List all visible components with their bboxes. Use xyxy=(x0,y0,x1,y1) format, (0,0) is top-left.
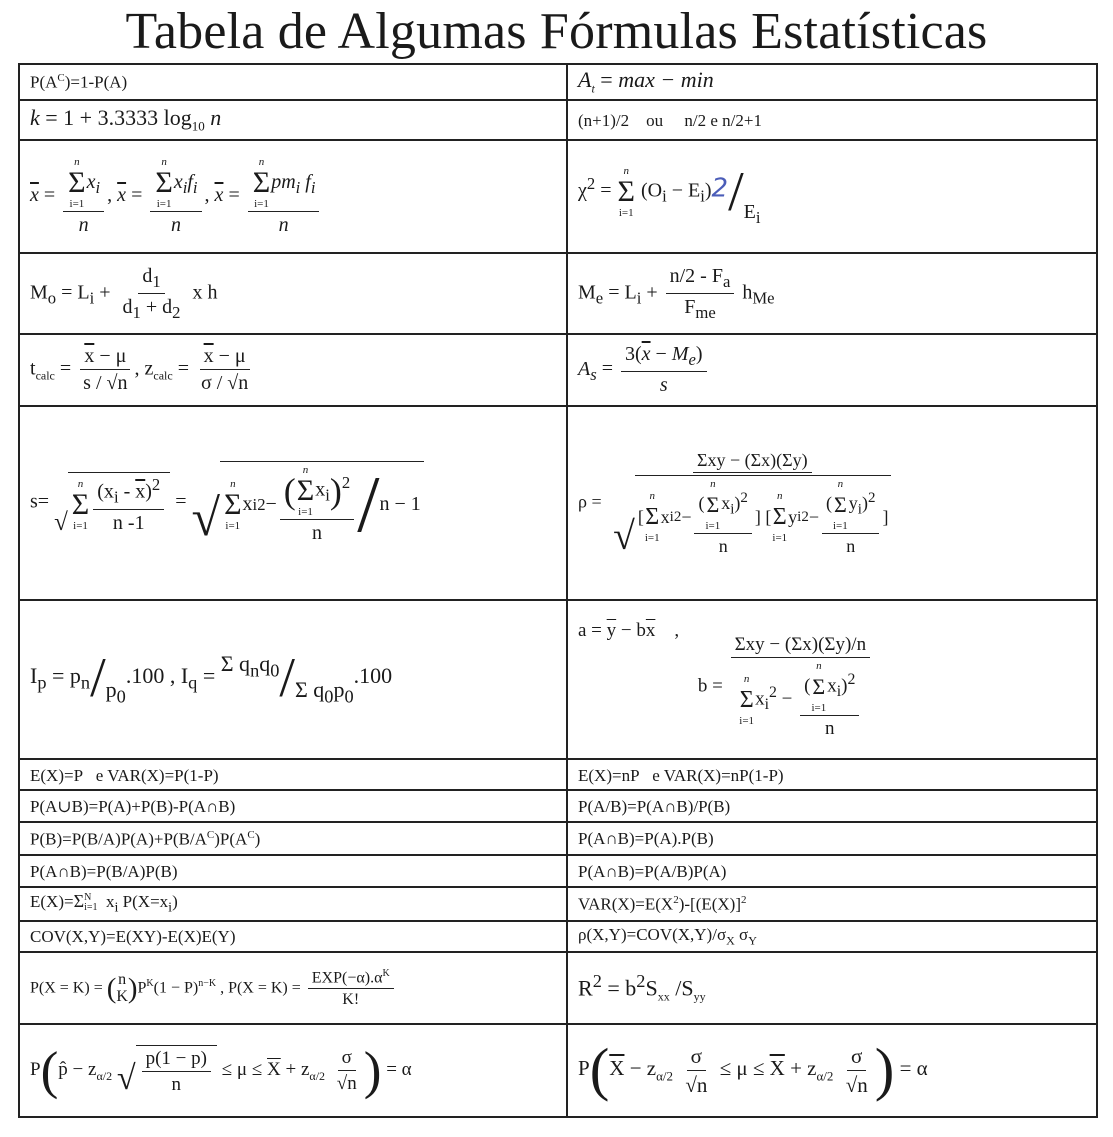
table-row xyxy=(19,1024,1097,1117)
formula-independence xyxy=(567,822,1097,854)
formula-sturges: k = 1 + 3.3333 $\log_{10} n$ xyxy=(19,100,567,140)
bernoulli-variance: VAR(X)=P(1-P) xyxy=(107,765,219,785)
table-row xyxy=(19,600,1097,759)
formula-correlation: ρ = Σxy − (Σx)(Σy) √ [ n Σ i=1 x i 2 − ( n Σ i=1 $x_i)^2$ n ] [ n Σ i=1 y i 2 − ( n Σ i=1 $y_i)^2$ n ] xyxy=(567,406,1097,600)
multiplication-right-text: P(A∩B)=P(A/B)P(A) xyxy=(578,861,727,881)
formula-binomial-moments xyxy=(567,759,1097,790)
formula-bernoulli xyxy=(19,759,567,790)
formula-total-probability: $P(B)=P(B/A)P(A)+P(B/A^C)P(A^C)$ xyxy=(19,822,567,854)
conditional-text: P(A/B)=P(A∩B)/P(B) xyxy=(578,797,731,817)
table-row xyxy=(19,64,1097,100)
formula-conditional xyxy=(567,790,1097,822)
std-dev-label: s= xyxy=(30,490,50,513)
formula-variance: $VAR(X)=E(X^2)-[(E(X)]^2$ xyxy=(567,887,1097,921)
formula-multiplication-left xyxy=(19,855,567,887)
bernoulli-e: e xyxy=(95,765,104,785)
median-position-odd: (n+1)/2 xyxy=(578,110,630,130)
formula-skewness: $A_s$ = $\frac{3(\overline{x} - M_e)}{s}$ xyxy=(567,334,1097,406)
binomial-expectation: E(X)=nP xyxy=(578,765,640,785)
binomial-variance: VAR(X)=nP(1-P) xyxy=(663,765,784,785)
formula-expectation: E(X)=Σ N i=1 $x_i$ $P(X=x_i)$ xyxy=(19,887,567,921)
formula-price-quantity-index: $I_p = p_n/p_0.100$ , $I_q = \Sigma$ $q_nq_0/\Sigma$ $q_0p_0.100$ xyxy=(19,600,567,759)
formula-complement: $P(A^C)=1-P(A)$ xyxy=(19,64,567,100)
formula-ci-proportion: P(p̂ − $z_{\alpha/2}$ √ $\frac{p(1 - p)}{n}$ ≤ $\mu \le \overline{X} + z_{\alpha/2}$ $\frac{\sigma}{√n}$ ) = α xyxy=(19,1024,567,1117)
handwritten-exponent: 2 xyxy=(711,173,729,204)
median-position-even: n/2 e n/2+1 xyxy=(684,110,762,130)
formula-multiplication-right xyxy=(567,855,1097,887)
covariance-text: COV(X,Y)=E(XY)-E(X)E(Y) xyxy=(30,927,236,947)
median-ou: ou xyxy=(646,110,664,130)
multiplication-left-text: P(A∩B)=P(B/A)P(B) xyxy=(30,861,178,881)
table-row xyxy=(19,334,1097,406)
independence-text: P(A∩B)=P(A).P(B) xyxy=(578,829,714,849)
table-row xyxy=(19,921,1097,952)
formula-median: $M_e = L_i$ + $\frac{n/2 - F_a}{F_{me}}$ $h_{Me}$ xyxy=(567,253,1097,333)
union-text: P(A∪B)=P(A)+P(B)-P(A∩B) xyxy=(30,797,236,817)
table-row xyxy=(19,100,1097,140)
table-row xyxy=(19,952,1097,1024)
table-row xyxy=(19,253,1097,333)
table-row xyxy=(19,406,1097,600)
formula-table xyxy=(18,63,1098,1118)
binomial-e: e xyxy=(652,765,660,785)
formula-correlation-coefficient: $\rho(X,Y)=COV(X,Y)/\sigma_X$ $\sigma_Y$ xyxy=(567,921,1097,952)
formula-amplitude: $A_t = \max - \min$ xyxy=(567,64,1097,100)
regression-b-label: b = xyxy=(697,674,728,696)
table-row xyxy=(19,759,1097,790)
table-row xyxy=(19,822,1097,854)
table-row xyxy=(19,855,1097,887)
formula-median-position xyxy=(567,100,1097,140)
formula-regression: $a = \overline{y} - b\overline{x}$ , b = Σxy − (Σx)(Σy)/n n Σ i=1 $x_i^2$ − ( n Σ i=1 $x_i)^2$ n xyxy=(567,600,1097,759)
table-row xyxy=(19,790,1097,822)
regression-a-label: a = xyxy=(578,619,607,641)
formula-chi-square: $\chi^2$ = n Σ i=1 $(O_i - E_i)2/E_i$ xyxy=(567,140,1097,254)
formula-r-squared: $R^2 = b^2S_{xx}$ $/S_{yy}$ xyxy=(567,952,1097,1024)
formula-ci-mean: $P(\overline{X} - z_{\alpha/2}$ $\frac{\sigma}{√n}$ ≤ $\mu \le \overline{X} + z_{\alpha/2}$ $\frac{\sigma}{√n}$ ) = α xyxy=(567,1024,1097,1117)
formula-covariance xyxy=(19,921,567,952)
formula-test-statistics: $t_{calc}$ = $\frac{\overline{x} - \mu}{s / √n}$ , $z_{calc}$ = $\frac{\overline{x} - \mu}{\sigma / √n}$ xyxy=(19,334,567,406)
table-row xyxy=(19,887,1097,921)
formula-std-deviation: s= √ n Σ i=1 $\frac{(x_i - \overline{x})^2}{n -1}$ = √ n Σ i=1 x i 2 − ( n Σ i=1 $x_i)^2$ n / n − 1 xyxy=(19,406,567,600)
correlation-label: ρ = xyxy=(578,491,602,512)
bernoulli-expectation: E(X)=P xyxy=(30,765,84,785)
amplitude-expression: max − min xyxy=(618,67,714,93)
formula-binomial-poisson: P(X = K) = ( n K )$P^K(1 - P)^{n-K}$ , P(X = K) = $\frac{EXP(-\alpha).\alpha^K}{K!}$ xyxy=(19,952,567,1024)
table-row xyxy=(19,140,1097,254)
formula-mode: $M_o = L_i$ + $\frac{d_1}{d_1 + d_2}$ x h xyxy=(19,253,567,333)
formula-means: $\overline{x}$ = n Σ i=1 $x_i$ n , $\overline{x}$ = n Σ i=1 $x_if_i$ n , $\overline{x}$ = n Σ i=1 $pm_i$ $f_i$ n xyxy=(19,140,567,254)
page-title: Tabela de Algumas Fórmulas Estatísticas xyxy=(125,3,988,60)
formula-union xyxy=(19,790,567,822)
